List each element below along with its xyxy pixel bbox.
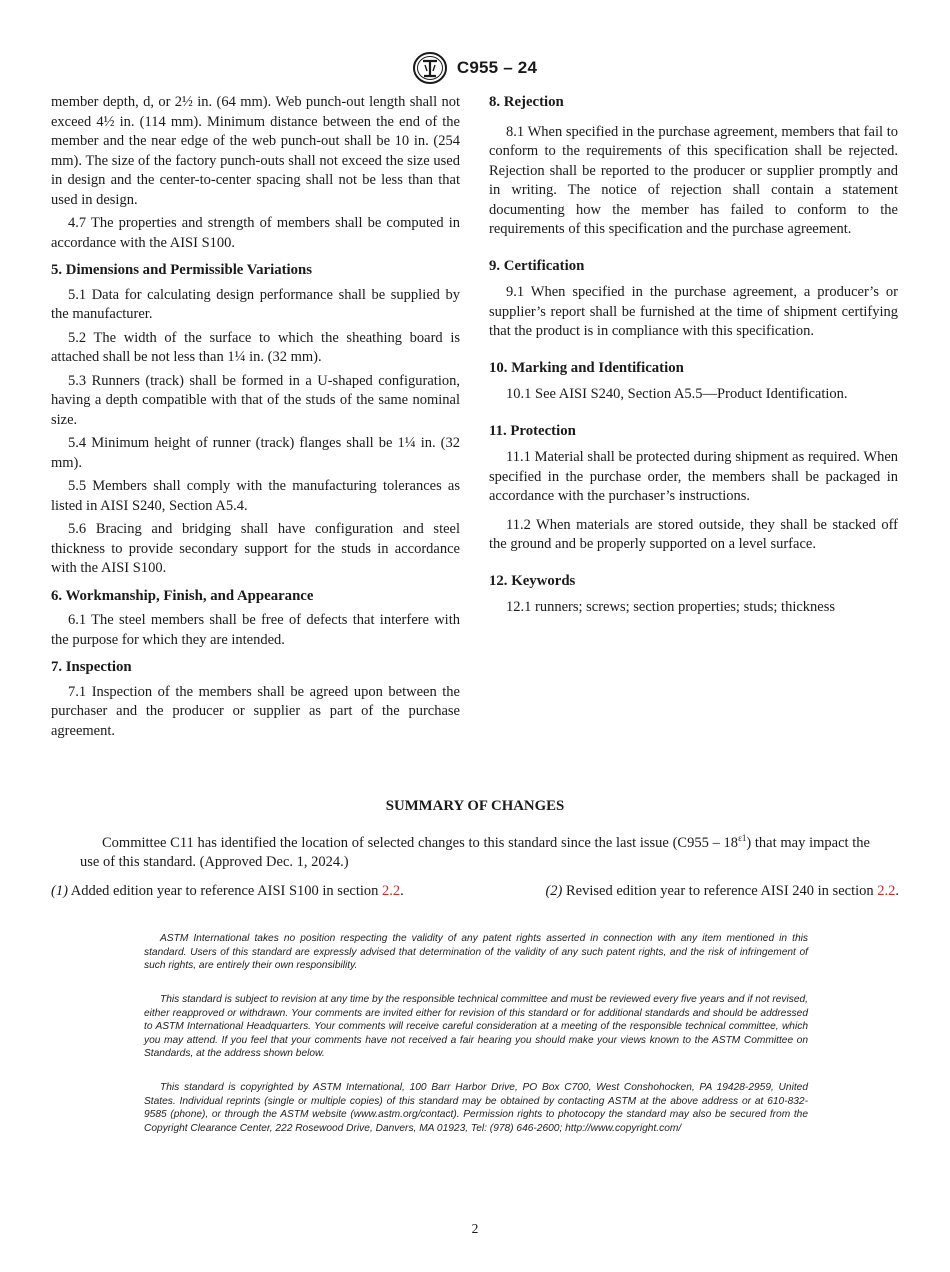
paragraph-4-7: 4.7 The properties and strength of members shall be computed in accordance with the AISI S100. [51,215,460,251]
change-end: . [895,883,899,900]
section-link-2-2[interactable]: 2.2 [877,883,896,900]
paragraph-4-6-continued: member depth, d, or 2½ in. (64 mm). Web punch-out length shall not exceed 4½ in. (114 mm). Minimum distance between the end of the member and the near edge of the web punch-out shall be 10 in. (254 mm). The size of the factory punch-outs shall not exceed the size used in design and the center-to-center spacing shall not be less than that used in design. [51,94,460,208]
paragraph-5-3: 5.3 Runners (track) shall be formed in a U-shaped configuration, having a depth compatible with that of the studs of the same nominal size. [51,372,460,428]
change-list [51,882,899,902]
section-link-2-2[interactable]: 2.2 [382,883,401,900]
left-column [51,93,460,745]
summary-intro-text-end: ) that may impact the use of this standard. (Approved Dec. 1, 2024.) [80,834,870,870]
summary-title: SUMMARY OF CHANGES [385,798,565,814]
paragraph-5-4: 5.4 Minimum height of runner (track) flanges shall be 1¼ in. (32 mm). [51,435,460,471]
paragraph-12-1: 12.1 runners; screws; section properties; studs; thickness [506,599,836,615]
summary-of-changes [51,797,899,902]
paragraph-8-1: 8.1 When specified in the purchase agreement, members that fail to conform to the requirements of this specification shall be rejected. Rejection shall be reported to the producer or supplier promptly and in writing. The notice of rejection shall contain a statement documenting how the member has failed to conform to the requirements of this specification and the purchase agreement. [489,123,898,237]
section-11-heading: 11. Protection [489,422,576,439]
paragraph-11-1: 11.1 Material shall be protected during shipment as required. When specified in the purchase order, the members shall be packaged in accordance with the purchaser’s instructions. [489,449,898,504]
paragraph-9-1: 9.1 When specified in the purchase agreement, a producer’s or supplier’s report shall be furnished at the time of shipment certifying that the product is in compliance with this specification. [489,284,898,339]
paragraph-5-2: 5.2 The width of the surface to which the sheathing board is attached shall be not less than 1¼ in. (32 mm). [51,329,460,365]
change-number: (1) [51,883,68,900]
summary-intro-text: Committee C11 has identified the location of selected changes to this standard since the last issue (C955 – 18 [102,834,739,851]
astm-logo-icon [413,52,447,84]
page-header [0,52,950,84]
patent-notice: ASTM International takes no position respecting the validity of any patent rights asserted in connection with any item mentioned in this standard. Users of this standard are expressly advised that determination of the validity of any such patent rights, and the risk of infringement of such rights, are entirely their own responsibility. [144,933,808,972]
section-6-heading: 6. Workmanship, Finish, and Appearance [51,587,314,604]
right-column [489,93,898,627]
revision-notice: This standard is subject to revision at any time by the responsible technical committee and must be reviewed every five years and if not revised, either reapproved or withdrawn. Your comments are invited either for revision of this standard or for additional standards and should be addressed to ASTM International Headquarters. Your comments will receive careful consideration at a meeting of the responsible technical committee, which you may attend. If you feel that your comments have not received a fair hearing you should make your views known to the ASTM Committee on Standards, at the address shown below. [144,994,808,1060]
summary-intro [80,829,870,873]
change-text: Added edition year to reference AISI S100 in section [67,883,383,900]
page-number: 2 [471,1221,479,1236]
paragraph-5-1: 5.1 Data for calculating design performance shall be supplied by the manufacturer. [51,286,460,322]
copyright-notice: This standard is copyrighted by ASTM International, 100 Barr Harbor Drive, PO Box C700, West Conshohocken, PA 19428-2959, United States. Individual reprints (single or multiple copies) of this standard may be obtained by contacting ASTM at the above address or at 610-832-9585 (phone), or through the ASTM website (www.astm.org/contact). Permission rights to photocopy the standard may also be secured from the Copyright Clearance Center, 222 Rosewood Drive, Danvers, MA 01923, Tel: (978) 646-2600; http://www.copyright.com/ [144,1082,808,1134]
change-number: (2) [545,883,563,900]
paragraph-5-6: 5.6 Bracing and bridging shall have configuration and steel thickness to provide secondary support for the studs in accordance with the AISI S100. [51,521,460,576]
standard-designation: C955 – 24 [456,58,538,77]
change-item-1 [51,882,404,902]
change-item-2 [545,882,899,902]
section-9-heading: 9. Certification [489,257,585,274]
section-12-heading: 12. Keywords [489,572,576,589]
section-7-heading: 7. Inspection [51,659,132,675]
paragraph-7-1: 7.1 Inspection of the members shall be agreed upon between the purchaser and the producer or supplier as part of the purchase agreement. [51,683,460,739]
change-text: Revised edition year to reference AISI 240 in section [562,883,878,900]
paragraph-5-5: 5.5 Members shall comply with the manufacturing tolerances as listed in AISI S240, Section A5.4. [51,478,460,514]
paragraph-10-1: 10.1 See AISI S240, Section A5.5—Product Identification. [506,386,848,402]
section-5-heading: 5. Dimensions and Permissible Variations [51,262,313,278]
section-10-heading: 10. Marking and Identification [489,359,684,376]
paragraph-11-2: 11.2 When materials are stored outside, they shall be stacked off the ground and be properly supported on a level surface. [489,516,898,552]
summary-intro-superscript: ε1 [738,832,747,843]
change-end: . [400,883,404,900]
paragraph-6-1: 6.1 The steel members shall be free of defects that interfere with the purpose for which they are intended. [51,612,460,648]
section-8-heading: 8. Rejection [489,94,564,110]
